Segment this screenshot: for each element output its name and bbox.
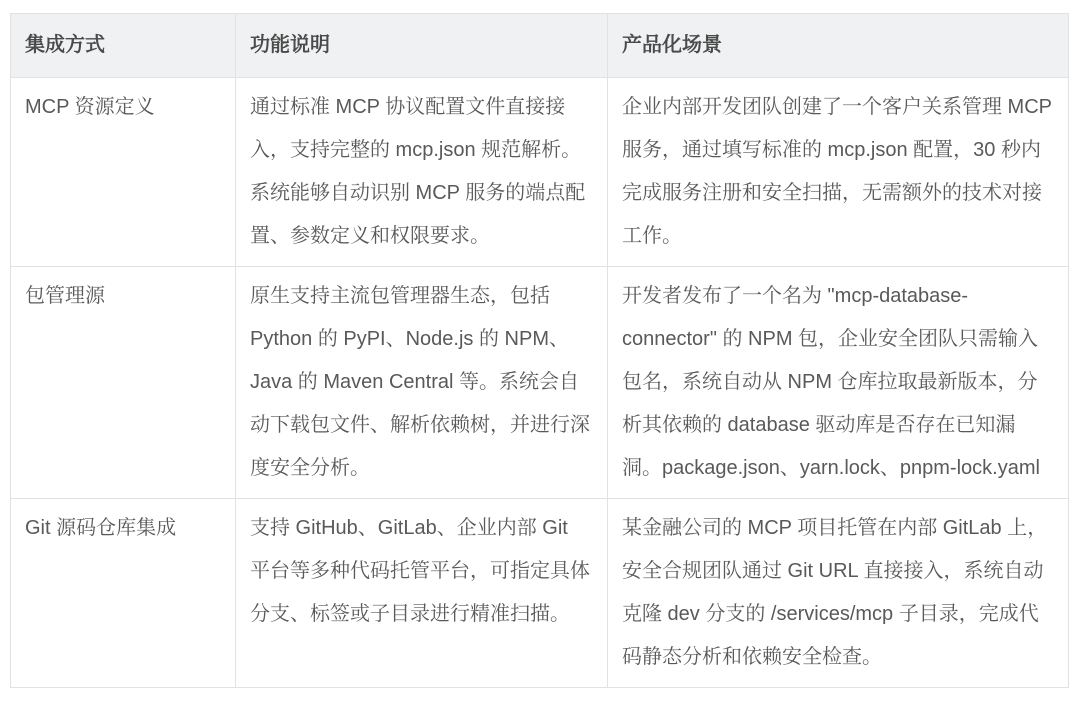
cell-product-scenario: 企业内部开发团队创建了一个客户关系管理 MCP 服务，通过填写标准的 mcp.json 配置，30 秒内完成服务注册和安全扫描，无需额外的技术对接工作。 [608,78,1069,267]
integration-methods-table [10,13,1069,688]
table-row [11,499,1069,688]
cell-function-description: 原生支持主流包管理器生态，包括 Python 的 PyPI、Node.js 的 NPM、Java 的 Maven Central 等。系统会自动下载包文件、解析依赖树，并进行深度安全分析。 [236,267,608,499]
table-row [11,267,1069,499]
column-header-integration-method: 集成方式 [11,14,236,78]
cell-function-description: 通过标准 MCP 协议配置文件直接接入，支持完整的 mcp.json 规范解析。系统能够自动识别 MCP 服务的端点配置、参数定义和权限要求。 [236,78,608,267]
column-header-function-description: 功能说明 [236,14,608,78]
column-header-product-scenario: 产品化场景 [608,14,1069,78]
cell-integration-method: Git 源码仓库集成 [11,499,236,688]
cell-integration-method: 包管理源 [11,267,236,499]
integration-table-container [10,13,1068,688]
cell-product-scenario: 开发者发布了一个名为 "mcp-database-connector" 的 NPM 包，企业安全团队只需输入包名，系统自动从 NPM 仓库拉取最新版本，分析其依赖的 database 驱动库是否存在已知漏洞。package.json、yarn.lock、pnpm-lock.yaml [608,267,1069,499]
cell-integration-method: MCP 资源定义 [11,78,236,267]
cell-product-scenario: 某金融公司的 MCP 项目托管在内部 GitLab 上，安全合规团队通过 Git URL 直接接入，系统自动克隆 dev 分支的 /services/mcp 子目录，完成代码静态分析和依赖安全检查。 [608,499,1069,688]
table-row [11,78,1069,267]
header-row [11,14,1069,78]
cell-function-description: 支持 GitHub、GitLab、企业内部 Git 平台等多种代码托管平台，可指定具体分支、标签或子目录进行精准扫描。 [236,499,608,688]
